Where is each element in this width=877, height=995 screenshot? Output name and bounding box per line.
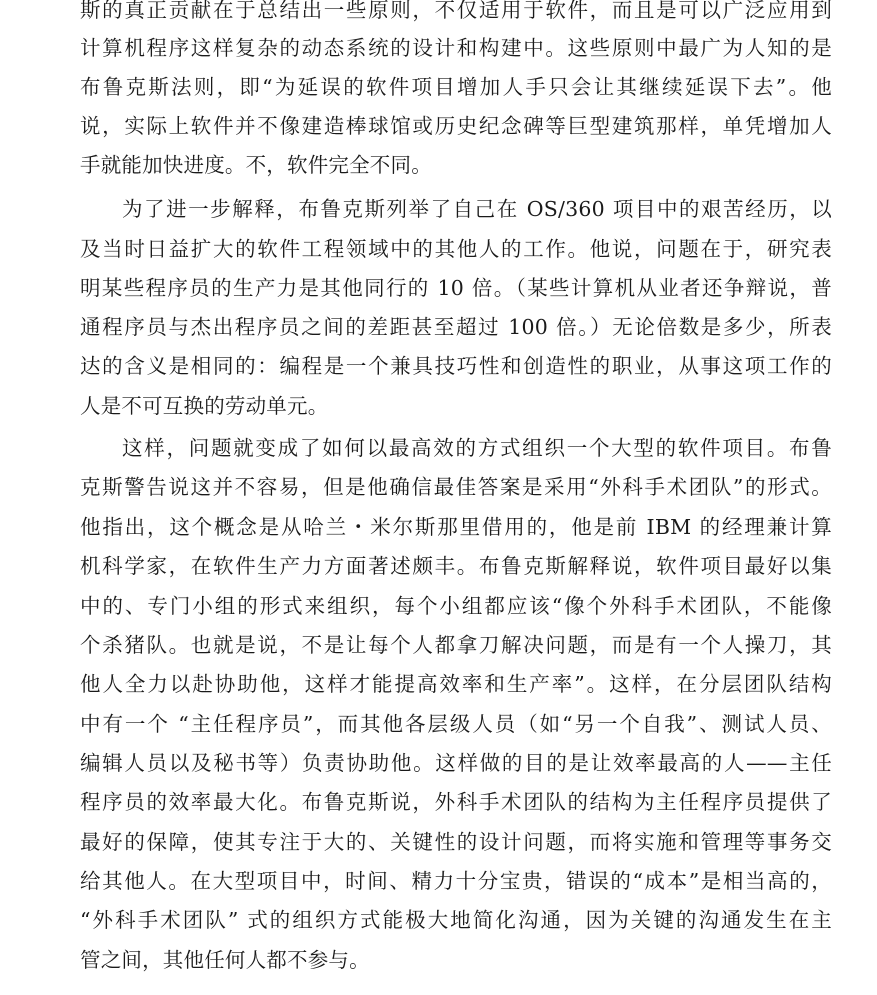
text-line: 人是不可互换的劳动单元。	[80, 394, 329, 418]
text-line: 管之间，其他任何人都不参与。	[80, 948, 370, 972]
text-line: 个杀猪队。也就是说，不是让每个人都拿刀解决问题，而是有一个人操刀，其	[80, 633, 832, 657]
text-line: 斯的真正贡献在于总结出一些原则，不仅适用于软件，而且是可以广泛应用到	[80, 0, 832, 22]
text-line: 说，实际上软件并不像建造棒球馆或历史纪念碑等巨型建筑那样，单凭增加人	[80, 114, 832, 138]
text-line: 给其他人。在大型项目中，时间、精力十分宝贵，错误的“成本”是相当高的，	[80, 869, 832, 893]
text-line: 达的含义是相同的：编程是一个兼具技巧性和创造性的职业，从事这项工作的	[80, 354, 832, 378]
text-line: 中有一个 “主任程序员”，而其他各层级人员（如“另一个自我”、测试人员、	[80, 712, 832, 736]
text-line: 为了进一步解释，布鲁克斯列举了自己在 OS/360 项目中的艰苦经历，以	[122, 197, 832, 221]
text-line: 最好的保障，使其专注于大的、关键性的设计问题，而将实施和管理等事务交	[80, 830, 832, 854]
text-line: 编辑人员以及秘书等）负责协助他。这样做的目的是让效率最高的人——主任	[80, 751, 832, 775]
text-line: 通程序员与杰出程序员之间的差距甚至超过 100 倍。）无论倍数是多少，所表	[80, 315, 832, 339]
text-line: 中的、专门小组的形式来组织，每个小组都应该“像个外科手术团队，不能像	[80, 594, 832, 618]
text-line: 计算机程序这样复杂的动态系统的设计和构建中。这些原则中最广为人知的是	[80, 36, 832, 60]
text-line: 手就能加快进度。不，软件完全不同。	[80, 153, 432, 177]
text-line: 机科学家，在软件生产力方面著述颇丰。布鲁克斯解释说，软件项目最好以集	[80, 554, 832, 578]
text-line: 他指出，这个概念是从哈兰・米尔斯那里借用的，他是前 IBM 的经理兼计算	[80, 515, 832, 539]
text-line: 克斯警告说这并不容易，但是他确信最佳答案是采用“外科手术团队”的形式。	[80, 475, 832, 499]
text-line: 这样，问题就变成了如何以最高效的方式组织一个大型的软件项目。布鲁	[122, 436, 832, 460]
text-line: “外科手术团队” 式的组织方式能极大地简化沟通，因为关键的沟通发生在主	[80, 908, 832, 932]
text-line: 程序员的效率最大化。布鲁克斯说，外科手术团队的结构为主任程序员提供了	[80, 790, 832, 814]
text-line: 及当时日益扩大的软件工程领域中的其他人的工作。他说，问题在于，研究表	[80, 237, 832, 261]
text-line: 他人全力以赴协助他，这样才能提高效率和生产率”。这样，在分层团队结构	[80, 672, 832, 696]
text-line: 布鲁克斯法则，即“为延误的软件项目增加人手只会让其继续延误下去”。他	[80, 75, 832, 99]
text-line: 明某些程序员的生产力是其他同行的 10 倍。（某些计算机从业者还争辩说，普	[80, 276, 832, 300]
